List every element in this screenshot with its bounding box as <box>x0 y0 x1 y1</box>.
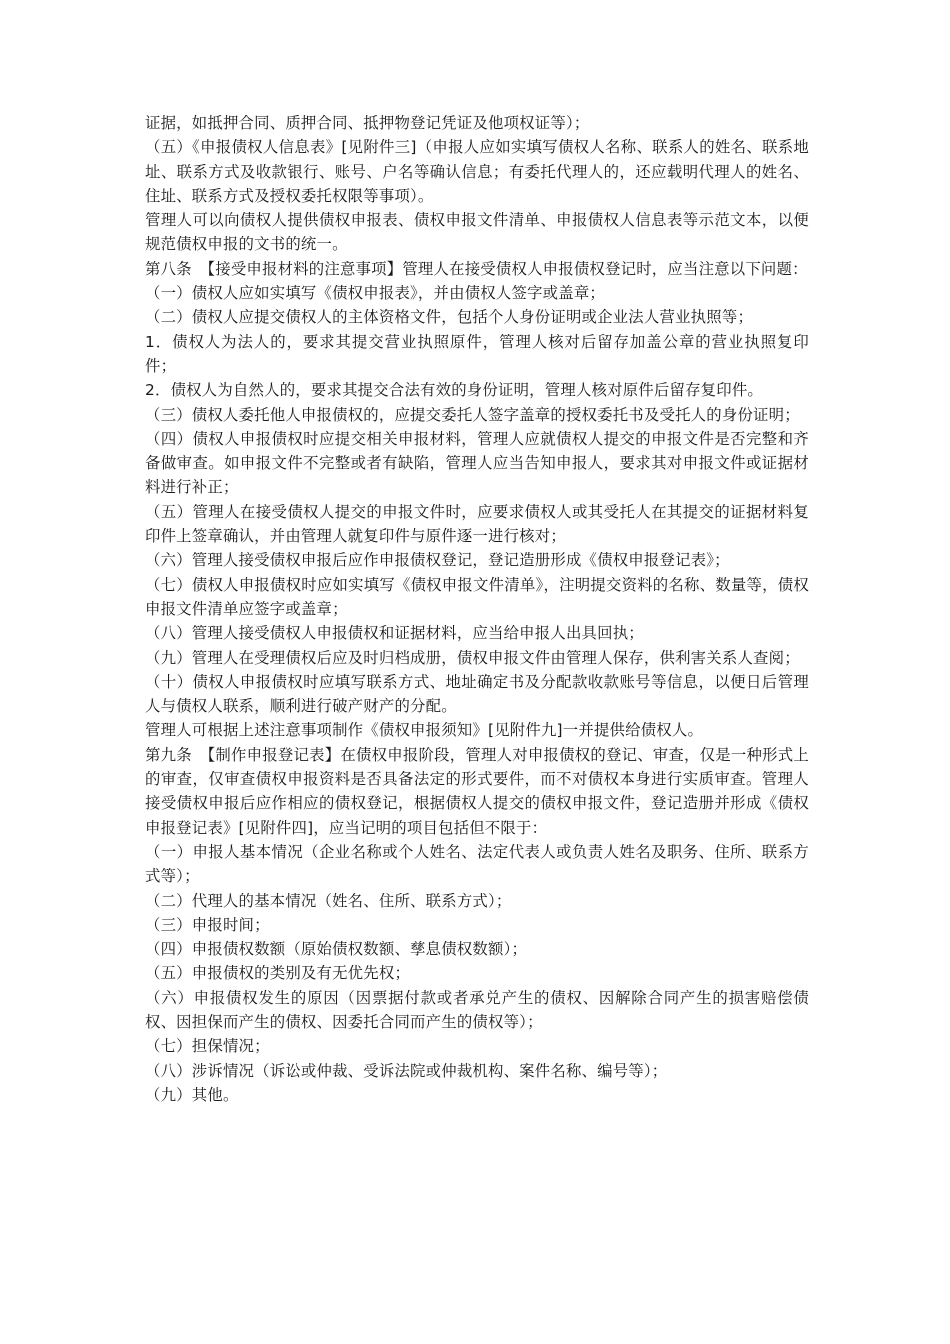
article-9-item-5: （五）申报债权的类别及有无优先权； <box>145 964 411 983</box>
article-8-item-2-sub-2: 2．债权人为自然人的，要求其提交合法有效的身份证明，管理人核对原件后留存复印件。 <box>145 381 764 400</box>
article-9-item-8: （八）涉诉情况（诉讼或仲裁、受诉法院或仲裁机构、案件名称、编号等）； <box>145 1061 668 1080</box>
article-9-item-3: （三）申报时间； <box>145 915 270 934</box>
paragraph-item-5-creditor-info: （五）《申报债权人信息表》[见附件三]（申报人应如实填写债权人名称、联系人的姓名、联系地址、联系方式及收款银行、账号、户名等确认信息；有委托代理人的，还应载明代理人的姓名、住址、联系方式及授权委托权限等事项）。 <box>145 138 809 205</box>
article-8-item-2: （二）债权人应提交债权人的主体资格文件，包括个人身份证明或企业法人营业执照等； <box>145 308 754 327</box>
article-9-item-9: （九）其他。 <box>145 1085 239 1104</box>
article-8-item-9: （九）管理人在受理债权后应及时归档成册，债权申报文件由管理人保存，供利害关系人查阅； <box>145 648 800 667</box>
article-9-item-1: （一）申报人基本情况（企业名称或个人姓名、法定代表人或负责人姓名及职务、住所、联系方式等）； <box>145 842 809 886</box>
article-8-item-8: （八）管理人接受债权人申报债权和证据材料，应当给申报人出具回执； <box>145 624 644 643</box>
paragraph-evidence-continuation: 证据，如抵押合同、质押合同、抵押物登记凭证及他项权证等）； <box>145 114 590 132</box>
article-9-item-4: （四）申报债权数额（原始债权数额、孳息债权数额）； <box>145 940 528 959</box>
article-8-heading: 第八条 【接受申报材料的注意事项】管理人在接受债权人申报债权登记时，应当注意以下问题： <box>145 259 808 278</box>
article-8-item-2-sub-1: 1．债权人为法人的，要求其提交营业执照原件，管理人核对后留存加盖公章的营业执照复印件； <box>145 332 809 375</box>
article-8-item-1: （一）债权人应如实填写《债权申报表》，并由债权人签字或盖章； <box>145 284 606 303</box>
article-8-item-5: （五）管理人在接受债权人提交的申报文件时，应要求债权人或其受托人在其提交的证据材料复印件上签章确认，并由管理人就复印件与原件逐一进行核对； <box>145 502 809 546</box>
article-8-item-3: （三）债权人委托他人申报债权的，应提交委托人签字盖章的授权委托书及受托人的身份证明； <box>145 405 800 424</box>
article-9-item-7: （七）担保情况； <box>145 1037 270 1056</box>
article-9-item-2: （二）代理人的基本情况（姓名、住所、联系方式）； <box>145 891 512 910</box>
document-body <box>145 111 809 1107</box>
article-9-item-6: （六）申报债权发生的原因（因票据付款或者承兑产生的债权、因解除合同产生的损害赔偿债权、因担保而产生的债权、因委托合同而产生的债权等）； <box>145 988 809 1031</box>
article-8-item-10: （十）债权人申报债权时应填写联系方式、地址确定书及分配款收款账号等信息，以便日后管理人与债权人联系，顺利进行破产财产的分配。 <box>145 672 809 716</box>
article-8-item-6: （六）管理人接受债权申报后应作申报债权登记，登记造册形成《债权申报登记表》； <box>145 551 730 570</box>
article-8-closing-note: 管理人可根据上述注意事项制作《债权申报须知》[见附件九]一并提供给债权人。 <box>145 721 704 740</box>
article-8-item-4: （四）债权人申报债权时应提交相关申报材料，管理人应就债权人提交的申报文件是否完整和齐备做审查。如申报文件不完整或者有缺陷，管理人应当告知申报人，要求其对申报文件或证据材料进行补正； <box>145 429 809 497</box>
article-9-heading: 第九条 【制作申报登记表】在债权申报阶段，管理人对申报债权的登记、审查，仅是一种形式上的审查，仅审查债权申报资料是否具备法定的形式要件，而不对债权本身进行实质审查。管理人接受债权申报后应作相应的债权登记，根据债权人提交的债权申报文件，登记造册并形成《债权申报登记表》[见附件四]，应当记明的项目包括但不限于： <box>145 745 809 837</box>
paragraph-template-note: 管理人可以向债权人提供债权申报表、债权申报文件清单、申报债权人信息表等示范文本，以便规范债权申报的文书的统一。 <box>145 211 809 254</box>
article-8-item-7: （七）债权人申报债权时应如实填写《债权申报文件清单》，注明提交资料的名称、数量等，债权申报文件清单应签字或盖章； <box>145 575 809 618</box>
